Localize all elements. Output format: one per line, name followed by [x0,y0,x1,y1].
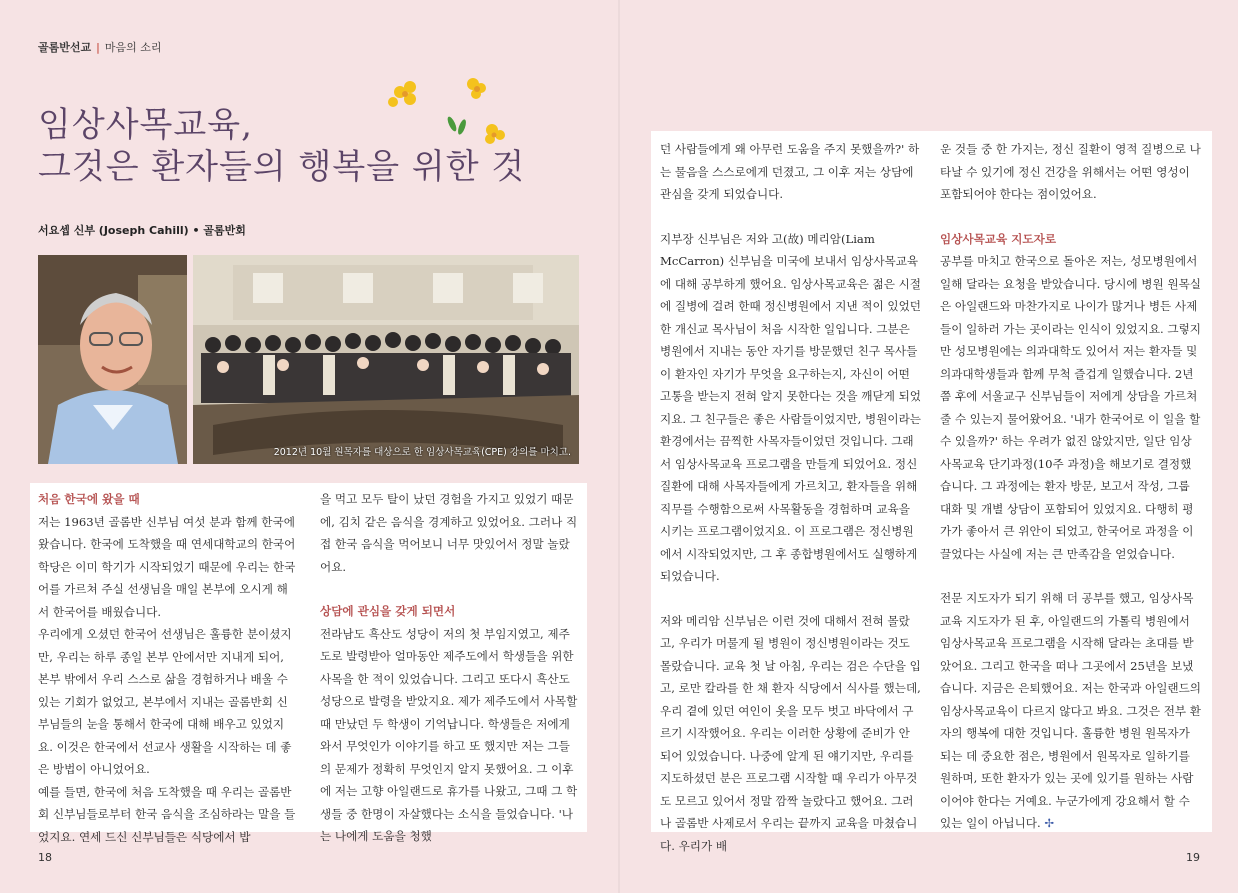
photo-caption: 2012년 10월 원목자를 대상으로 한 임상사목교육(CPE) 강의를 마치고. [273,447,571,458]
col2-paragraph-1: 을 먹고 모두 탈이 났던 경험을 가지고 있었기 때문에, 김치 같은 음식을 경계하고 있었어요. 그러나 직접 한국 음식을 먹어보니 너무 맛있어서 정말 놀랐어요. [320,492,578,574]
col3-paragraph-2: 지부장 신부님은 저와 고(故) 메리암(Liam McCarron) 신부님을 미국에 보내서 임상사목교육에 대해 공부하게 했어요. 임상사목교육은 젊은 시절에 질병에 걸려 한때 정신병원에서 지낸 적이 있었던 한 개신교 목사님이 처음 시작한 일입니다. 그분은 병원에서 지내는 동안 자기를 방문했던 친구 목사들이 환자인 자기가 무엇을 요구하는지, 자신이 어떤 고통을 받는지 전혀 알지 못한다는 것을 깨닫게 되었지요. 그 친구들은 좋은 사람들이었지만, 병원이라는 환경에서는 끔찍한 사목자들이었던 것입니다. 그래서 임상사목교육 프로그램을 만들게 되었어요. 정신 질환에 대해 사목자들에게 가르치고, 환자들을 위해 직무를 수행함으로써 사목활동을 경험하며 교육을 시키는 프로그램이었지요. 이 프로그램은 정신병원에서 시작되었지만, 그 후 종합병원에서도 실행하게 되었습니다. [660,231,921,583]
page-fold [618,0,620,893]
section-divider: | [96,41,100,54]
article-title [38,104,525,188]
group-photo [193,255,579,464]
section-label: 골롬반선교 [38,41,92,54]
end-mark-icon: ✢ [1044,816,1055,830]
column-1 [38,488,298,848]
col3-paragraph-1: 던 사람들에게 왜 아무런 도움을 주지 못했을까?' 하는 물음을 스스로에게 던졌고, 그 이후 저는 상담에 관심을 갖게 되었습니다. [660,142,920,201]
col1-paragraph-3: 예를 들면, 한국에 처음 도착했을 때 우리는 골롬반회 신부님들로부터 한국 음식을 조심하라는 말을 들었지요. 연세 드신 신부님들은 식당에서 밥 [38,784,296,844]
col4-paragraph-3-text: 전문 지도자가 되기 위해 더 공부를 했고, 임상사목교육 지도자가 된 후, 아일랜드의 가톨릭 병원에서 임상사목교육 프로그램을 시작해 달라는 초대를 받았어요. 그리고 한국을 떠나 그곳에서 25년을 보냈습니다. 지금은 은퇴했어요. 저는 한국과 아일랜드의 임상사목교육이 다르지 않다고 봐요. 그것은 전부 환자의 행복에 대한 것입니다. 훌륭한 병원 원목자가 되는 데 중요한 점은, 병원에서 원목자로 일하기를 원하며, 또한 환자가 있는 곳에 있기를 원하는 사람이어야 한다는 거예요. 누군가에게 강요해서 할 수 있는 일이 아닙니다. [940,591,1201,830]
col3-paragraph-3: 저와 메리암 신부님은 이런 것에 대해서 전혀 몰랐고, 우리가 머물게 될 병원이 정신병원이라는 것도 몰랐습니다. 교육 첫 날 아침, 우리는 검은 수단을 입고, 로만 칼라를 한 채 환자 식당에서 식사를 했는데, 우리 곁에 있던 여인이 옷을 모두 벗고 바닥에서 구르기 시작했어요. 우리는 이러한 상황에 준비가 안 되어 있었습니다. 나중에 알게 된 얘기지만, 우리를 지도하셨던 분은 프로그램 시작할 때 우리가 아무것도 모르고 있어서 정말 깜짝 놀랐다고 했어요. 그러나 골롬반 사제로서 우리는 끝까지 교육을 마쳤습니다. 우리가 배 [660,613,921,853]
column-4 [940,138,1202,835]
section-sub: 마음의 소리 [104,41,162,54]
col4-paragraph-1: 운 것들 중 한 가지는, 정신 질환이 영적 질병으로 나타날 수 있기에 정신 건강을 위해서는 어떤 영성이 포함되어야 한다는 점이었어요. [940,142,1201,201]
heading-counseling: 상담에 관심을 갖게 되면서 [320,604,456,618]
section-header [38,39,162,55]
heading-first-arrival: 처음 한국에 왔을 때 [38,492,140,506]
col2-paragraph-2: 전라남도 흑산도 성당이 저의 첫 부임지였고, 제주도로 발령받아 얼마동안 제주도에서 학생들을 위한 사목을 한 적이 있었습니다. 그리고 또다시 흑산도 성당으로 발령을 받았지요. 제가 제주도에서 사목할 때 만났던 두 학생이 기억납니다. 학생들은 저에게 와서 무엇인가 이야기를 하고 또 했지만 저는 그들의 문제가 정확히 무엇인지 알지 못했어요. 그 이후에 저는 고향 아일랜드로 휴가를 나왔고, 그때 그 학생들 중 한명이 자살했다는 소식을 들었습니다. '나는 나에게 도움을 청했 [320,626,578,843]
column-2 [320,488,580,848]
title-line-2: 그것은 환자들의 행복을 위한 것 [38,147,526,187]
heading-cpe-supervisor: 임상사목교육 지도자로 [940,231,1057,246]
col1-paragraph-1: 저는 1963년 골롬반 신부님 여섯 분과 함께 한국에 왔습니다. 한국에 도착했을 때 연세대학교의 한국어학당은 이미 학기가 시작되었기 때문에 우리는 한국어를 가르쳐 주실 선생님을 매일 본부에 오시게 해서 한국어를 배웠습니다. [38,514,296,619]
col1-paragraph-2: 우리에게 오셨던 한국어 선생님은 훌륭한 분이셨지만, 우리는 하루 종일 본부 안에서만 지내게 되어, 본부 밖에서 우리 스스로 삶을 경험하거나 배울 수 있는 기회가 없었고, 본부에서 지내는 골롬반회 신부님들의 눈을 통해서 한국에 대해 배우고 있었지요. 이것은 한국에서 선교사 생활을 시작하는 데 좋은 방법이 아니었어요. [38,627,292,776]
col4-paragraph-2: 공부를 마치고 한국으로 돌아온 저는, 성모병원에서 일해 달라는 요청을 받았습니다. 당시에 병원 원목실은 아일랜드와 마찬가지로 나이가 많거나 병든 사제들이 일하러 가는 곳이라는 인식이 있었지요. 그렇지만 성모병원에는 의과대학도 있어서 저는 환자들 및 의과대학생들과 함께 무척 즐겁게 일했습니다. 2년쯤 후에 서울교구 신부님들이 저에게 상담을 가르쳐줄 수 있는지 물어왔어요. '내가 한국어로 이 일을 할 수 있을까?' 하는 우려가 없진 않았지만, 일단 임상사목교육 단기과정(10주 과정)을 해보기로 결정했습니다. 그 과정에는 환자 방문, 보고서 작성, 그룹 대화 및 개별 상담이 포함되어 있었지요. 다행히 평가가 좋아서 큰 위안이 되었고, 한국어로 과정을 이끌었다는 사실에 저는 큰 만족감을 얻었습니다. [940,254,1201,561]
col4-paragraph-3 [940,587,1202,835]
title-line-1: 임상사목교육, [38,105,253,145]
page-number-right: 19 [1186,851,1200,864]
page-number-left: 18 [38,851,52,864]
author-byline: 서요셉 신부 (Joseph Cahill) • 골롬반회 [38,224,246,237]
author-portrait-photo [38,255,187,464]
column-3 [660,138,922,857]
